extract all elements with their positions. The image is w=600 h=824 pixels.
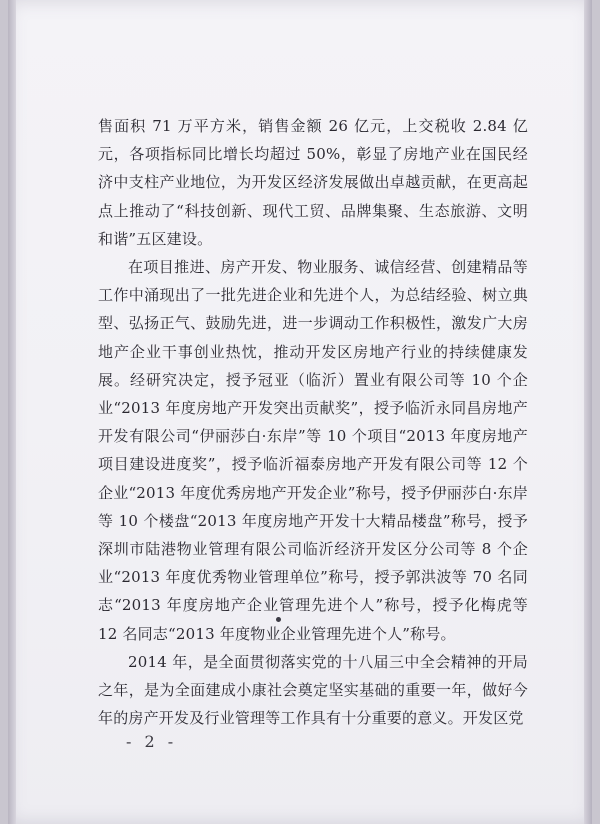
page-edge-right — [584, 0, 592, 824]
page-edge-left — [8, 0, 16, 824]
paragraph-continuation: 售面积 71 万平方米，销售金额 26 亿元，上交税收 2.84 亿元，各项指标同比增长均超过 50%，彰显了房地产业在国民经济中支柱产业地位，为开发区经济发展做出卓越贡献，在更高起点上推动了“科技创新、现代工贸、品牌集聚、生态旅游、文明和谐”五区建设。 — [98, 117, 528, 248]
body-text — [98, 112, 528, 732]
paragraph-awards: 在项目推进、房产开发、物业服务、诚信经营、创建精品等工作中涌现出了一批先进企业和先进个人，为总结经验、树立典型、弘扬正气、鼓励先进，进一步调动工作积极性，激发广大房地产企业干事创业热忱，推动开发区房地产行业的持续健康发展。经研究决定，授予冠亚（临沂）置业有限公司等 10 个企业“2013 年度房地产开发突出贡献奖”，授予临沂永同昌房地产开发有限公司“伊丽莎白·东岸”等 10 个项目“2013 年度房地产项目建设进度奖”，授予临沂福泰房地产开发有限公司等 12 个企业“2013 年度优秀房地产开发企业”称号，授予伊丽莎白·东岸等 10 个楼盘“2013 年度房地产开发十大精品楼盘”称号，授予深圳市陆港物业管理有限公司临沂经济开发区分公司等 8 个企业“2013 年度优秀物业管理单位”称号，授予郭洪波等 70 名同志“2013 年度房地产企业管理先进个人”称号，授予化梅虎等 12 名同志“2013 年度物业企业管理先进个人”称号。 — [98, 258, 528, 643]
document-page — [8, 0, 592, 824]
ink-speck — [276, 617, 281, 622]
paragraph-2014: 2014 年，是全面贯彻落实党的十八届三中全会精神的开局之年，是为全面建成小康社会奠定坚实基础的重要一年，做好今年的房产开发及行业管理等工作具有十分重要的意义。开发区党 — [98, 652, 528, 728]
page-number: - 2 - — [126, 732, 178, 751]
